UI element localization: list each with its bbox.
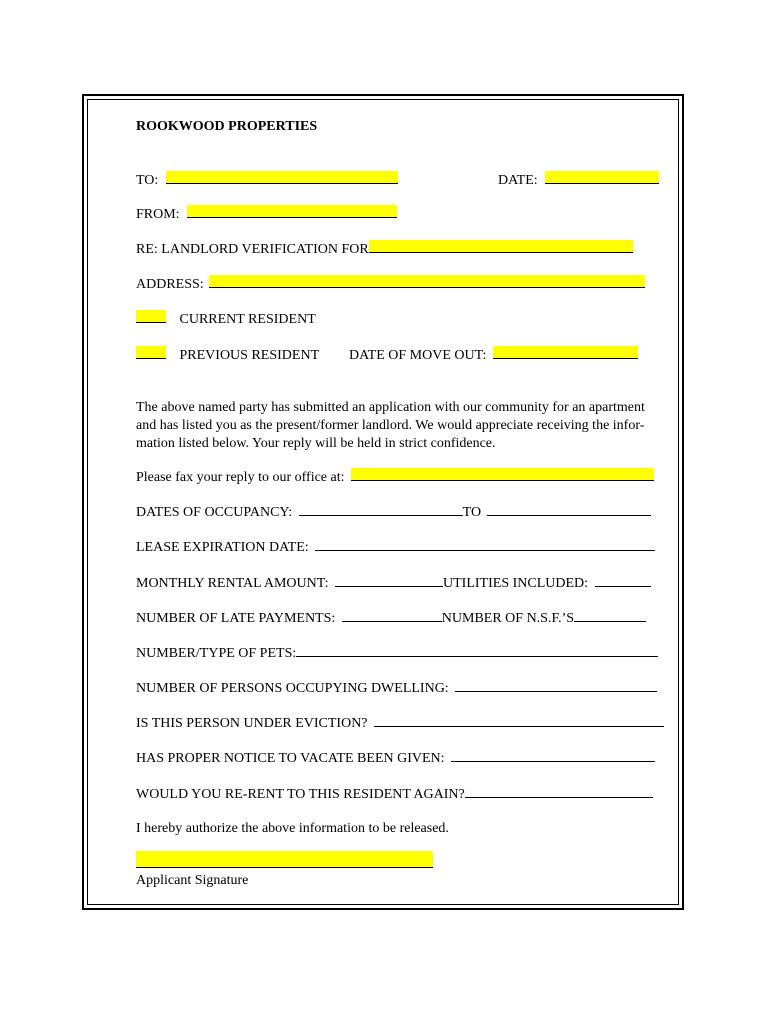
persons-label: NUMBER OF PERSONS OCCUPYING DWELLING: xyxy=(136,681,449,696)
notice-field[interactable] xyxy=(451,749,655,762)
utilities-label: UTILITIES INCLUDED: xyxy=(443,576,589,591)
paragraph-line: and has listed you as the present/former landlord. We would appreciate receiving the infor- xyxy=(136,418,645,433)
previous-resident-label: PREVIOUS RESIDENT xyxy=(179,348,320,363)
rerent-label: WOULD YOU RE-RENT TO THIS RESIDENT AGAIN? xyxy=(136,787,465,802)
rent-row xyxy=(136,574,651,593)
late-label: NUMBER OF LATE PAYMENTS: xyxy=(136,611,336,626)
address-label: ADDRESS: xyxy=(136,277,204,292)
notice-row xyxy=(136,749,655,768)
re-label: RE: LANDLORD VERIFICATION FOR xyxy=(136,242,369,257)
nsf-label: NUMBER OF N.S.F.’S xyxy=(441,611,575,626)
signature-row xyxy=(136,851,433,874)
previous-resident-row xyxy=(136,346,319,365)
occupancy-from-field[interactable] xyxy=(299,503,463,516)
eviction-field[interactable] xyxy=(374,714,664,727)
previous-resident-checkbox[interactable] xyxy=(136,346,166,359)
date-field[interactable] xyxy=(545,171,659,184)
pets-field[interactable] xyxy=(296,644,658,657)
occupancy-label: DATES OF OCCUPANCY: xyxy=(136,505,293,520)
late-field[interactable] xyxy=(342,609,442,622)
to-row xyxy=(136,171,398,190)
paragraph-line: The above named party has submitted an application with our community for an apartment xyxy=(136,400,645,415)
current-resident-checkbox[interactable] xyxy=(136,310,166,323)
date-label: DATE: xyxy=(498,173,538,188)
date-row xyxy=(498,171,659,190)
move-out-field[interactable] xyxy=(493,346,638,359)
re-row xyxy=(136,240,633,259)
current-resident-label: CURRENT RESIDENT xyxy=(179,312,316,327)
occupancy-to-label: TO xyxy=(462,505,482,520)
rent-field[interactable] xyxy=(335,574,443,587)
lease-exp-field[interactable] xyxy=(315,538,655,551)
fax-row xyxy=(136,468,654,487)
nsf-field[interactable] xyxy=(574,609,646,622)
intro-paragraph xyxy=(136,399,676,453)
move-out-row xyxy=(349,346,638,365)
lease-exp-row xyxy=(136,538,655,557)
address-field[interactable] xyxy=(209,275,645,288)
company-title: ROOKWOOD PROPERTIES xyxy=(136,119,318,134)
address-row xyxy=(136,275,645,294)
occupancy-to-field[interactable] xyxy=(487,503,651,516)
eviction-label: IS THIS PERSON UNDER EVICTION? xyxy=(136,716,368,731)
persons-field[interactable] xyxy=(455,679,657,692)
fax-field[interactable] xyxy=(351,468,654,481)
notice-label: HAS PROPER NOTICE TO VACATE BEEN GIVEN: xyxy=(136,751,445,766)
from-row xyxy=(136,205,397,224)
signature-field[interactable] xyxy=(136,851,433,868)
current-resident-row xyxy=(136,310,316,329)
authorize-text: I hereby authorize the above information to be released. xyxy=(136,821,449,836)
from-label: FROM: xyxy=(136,207,180,222)
move-out-label: DATE OF MOVE OUT: xyxy=(349,348,487,363)
utilities-field[interactable] xyxy=(595,574,651,587)
occupancy-row xyxy=(136,503,651,522)
eviction-row xyxy=(136,714,664,733)
pets-label: NUMBER/TYPE OF PETS: xyxy=(136,646,297,661)
verification-for-field[interactable] xyxy=(369,240,633,253)
rent-label: MONTHLY RENTAL AMOUNT: xyxy=(136,576,329,591)
pets-row xyxy=(136,644,658,663)
rerent-field[interactable] xyxy=(465,785,653,798)
paragraph-line: mation listed below. Your reply will be held in strict confidence. xyxy=(136,436,496,451)
signature-label: Applicant Signature xyxy=(136,873,249,888)
to-label: TO: xyxy=(136,173,159,188)
from-field[interactable] xyxy=(187,205,397,218)
to-field[interactable] xyxy=(166,171,398,184)
persons-row xyxy=(136,679,657,698)
fax-label: Please fax your reply to our office at: xyxy=(136,470,345,485)
rerent-row xyxy=(136,785,653,804)
lease-exp-label: LEASE EXPIRATION DATE: xyxy=(136,540,309,555)
late-row xyxy=(136,609,646,628)
